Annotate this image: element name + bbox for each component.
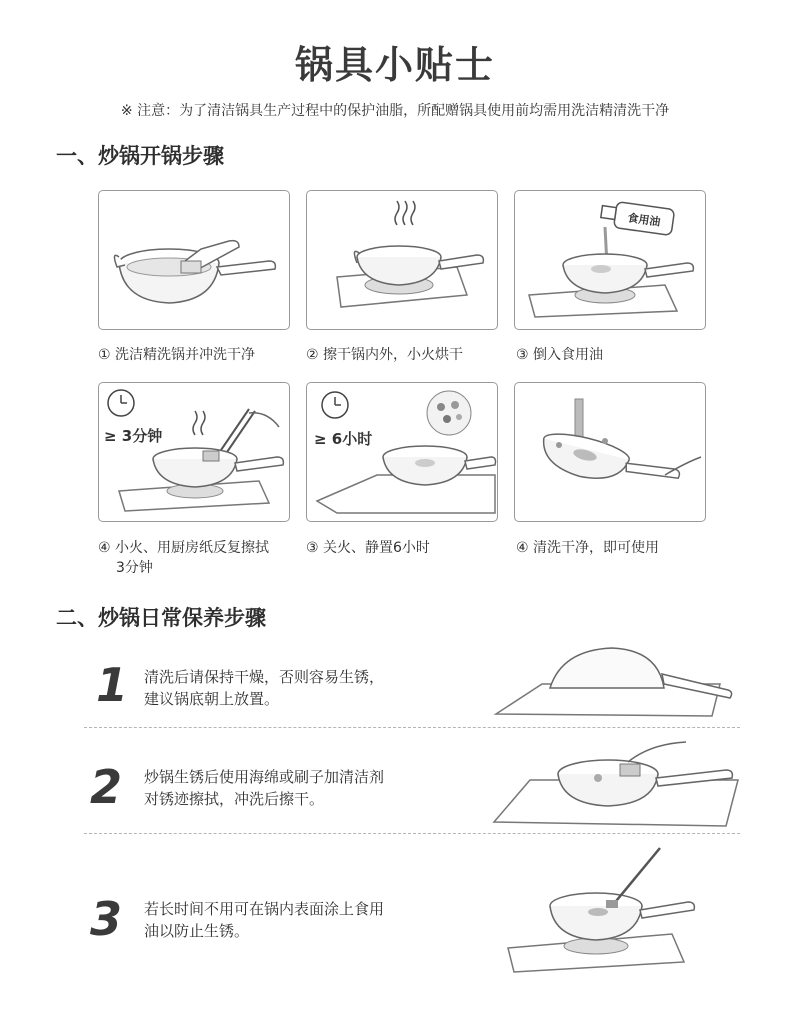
section-title-maintenance: 二、炒锅日常保养步骤	[56, 606, 266, 630]
maintenance-step-text: 若长时间不用可在锅内表面涂上食用 油以防止生锈。	[144, 900, 385, 940]
maintenance-illustration-3	[500, 842, 696, 976]
scrub-pan-icon	[490, 738, 744, 828]
divider	[84, 727, 740, 728]
dry-pan-icon	[307, 191, 497, 329]
page-title: 锅具小贴士	[294, 43, 495, 87]
step-caption-3: ③ 倒入食用油	[516, 347, 604, 363]
divider	[84, 833, 740, 834]
pour-oil-icon	[515, 191, 705, 329]
maintenance-step-number: 2	[90, 760, 123, 814]
maintenance-step-text: 清洗后请保持干燥，否则容易生锈， 建议锅底朝上放置。	[144, 668, 385, 708]
pan-upside-down-icon	[492, 644, 742, 720]
section-title-opening: 一、炒锅开锅步骤	[56, 144, 224, 168]
timer-6h: ≥ 6小时	[314, 430, 373, 448]
maintenance-illustration-1	[492, 644, 742, 720]
step-caption-4: ④ 小火、用厨房纸反复擦拭 3分钟	[98, 540, 270, 576]
step-card-rinse	[514, 382, 706, 522]
wipe-pan-icon	[99, 383, 289, 521]
step-card-dry	[306, 190, 498, 330]
step-card-pour-oil	[514, 190, 706, 330]
step-caption-1: ① 洗洁精洗锅并冲洗干净	[98, 347, 256, 363]
maintenance-illustration-2	[490, 738, 744, 828]
bottle-label: 食用油	[626, 211, 662, 229]
rest-pan-icon	[307, 383, 497, 521]
step-card-wipe	[98, 382, 290, 522]
step-card-wash	[98, 190, 290, 330]
cooling-badge-icon	[427, 391, 471, 435]
step-caption-5: ③ 关火、静置6小时	[306, 540, 430, 556]
oil-brush-pan-icon	[500, 842, 696, 976]
notice-text: ※ 注意：为了清洁锅具生产过程中的保护油脂，所配赠锅具使用前均需用洗洁精清洗干净	[120, 103, 670, 119]
step-card-rest	[306, 382, 498, 522]
maintenance-step-number: 3	[90, 892, 123, 946]
rinse-pan-icon	[515, 383, 705, 521]
step-caption-2: ② 擦干锅内外，小火烘干	[306, 347, 464, 363]
maintenance-step-text: 炒锅生锈后使用海绵或刷子加清洁剂 对锈迹擦拭，冲洗后擦干。	[144, 768, 385, 808]
wash-pan-icon	[99, 191, 289, 329]
maintenance-step-number: 1	[96, 658, 129, 712]
timer-3min: ≥ 3分钟	[104, 427, 163, 445]
step-caption-6: ④ 清洗干净，即可使用	[516, 540, 660, 556]
